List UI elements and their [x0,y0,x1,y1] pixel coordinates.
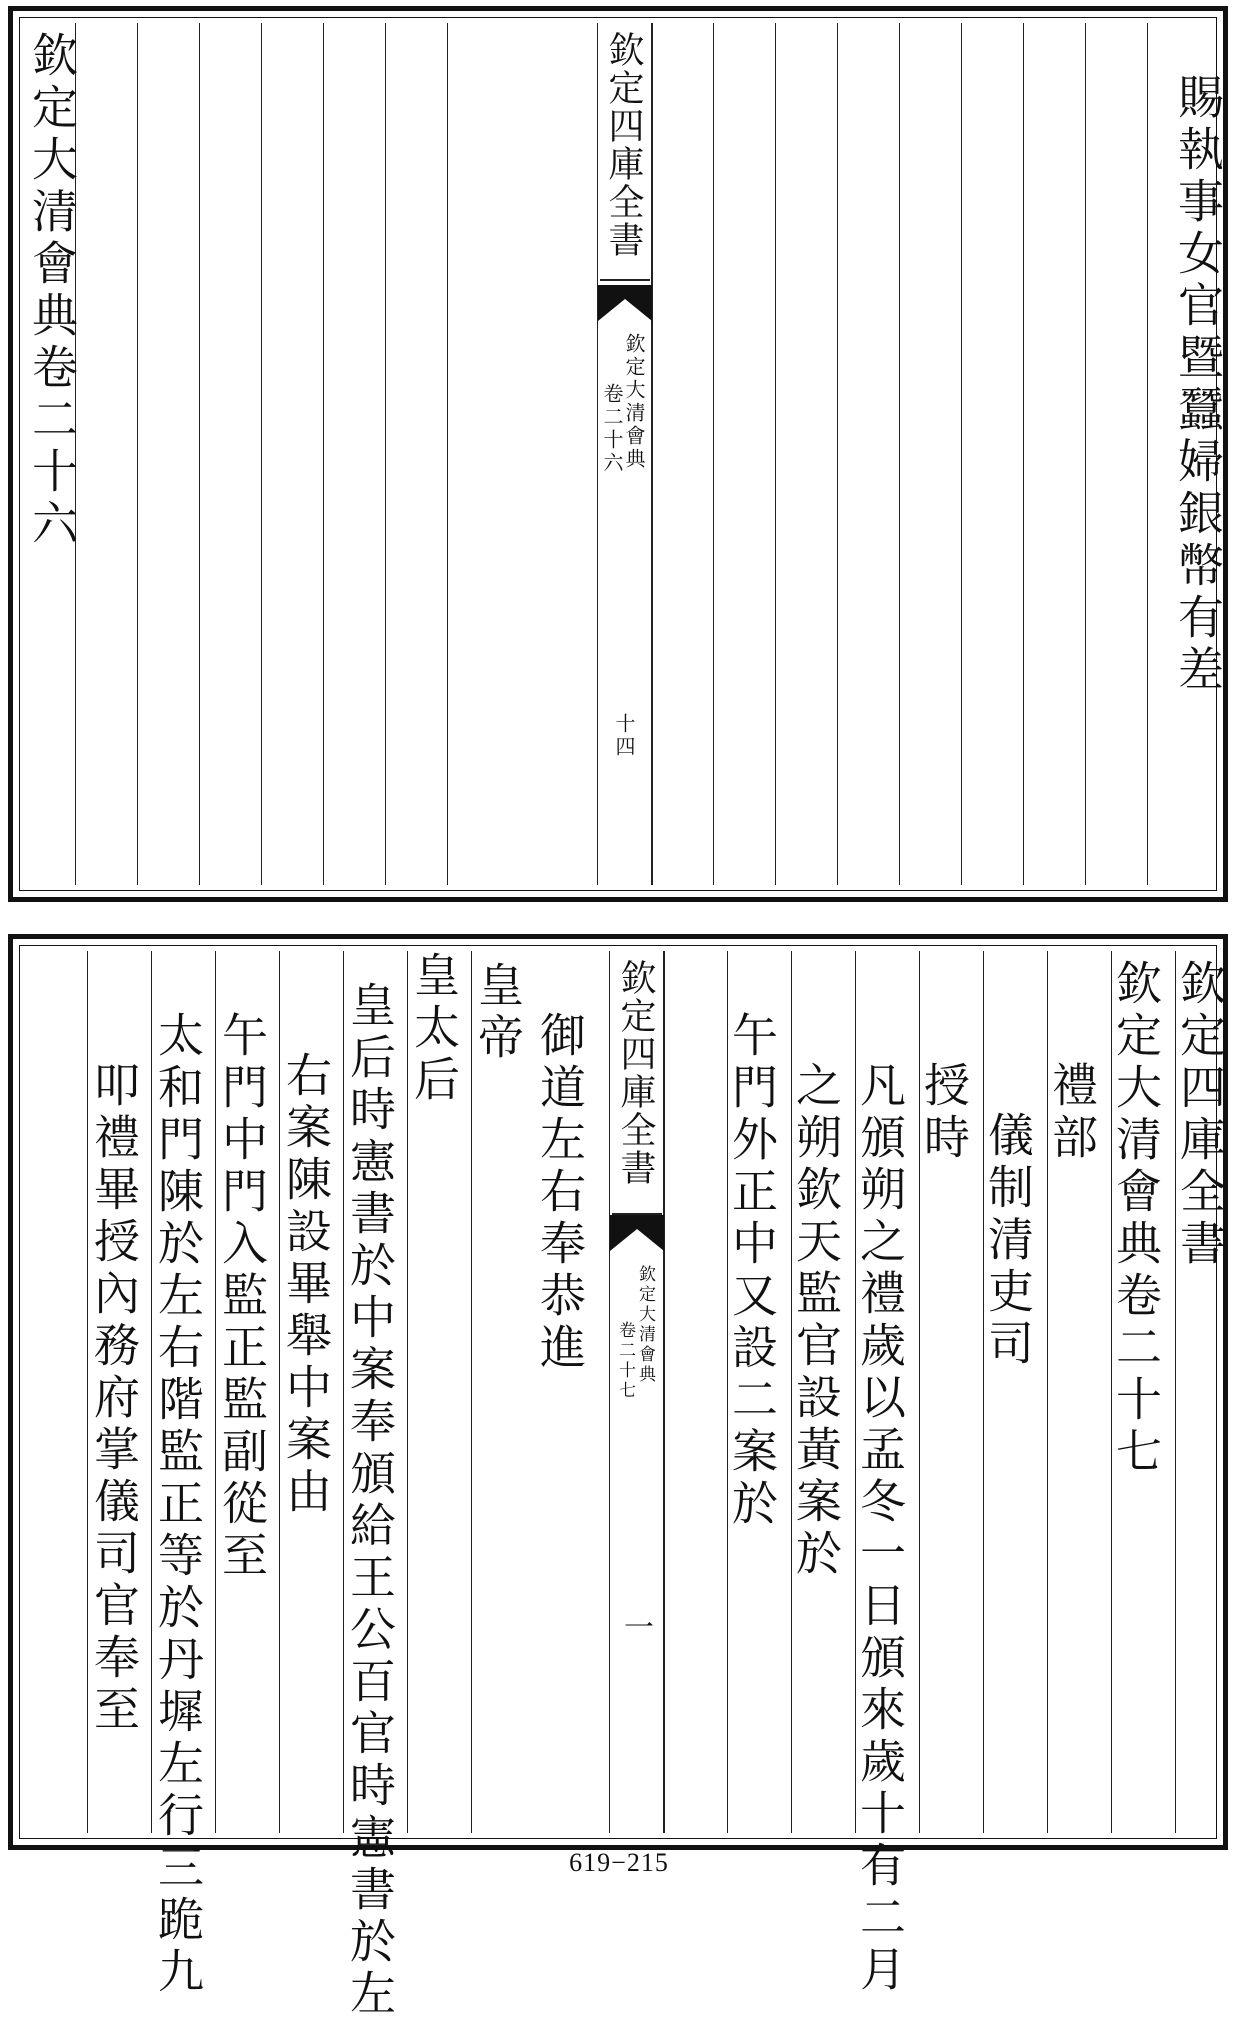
text-column: 皇太后 [407,951,461,1107]
text-column: 午門外正中又設二案於 [725,1011,779,1531]
column-rule [385,23,386,885]
text-column: 欽定四庫全書 [1173,959,1227,1271]
text-column: 授時 [917,1061,971,1165]
column-rule [199,23,200,885]
column-rule [983,951,984,1833]
text-column: 御道左右奉恭進 [533,1011,587,1375]
center-leaf-number: 一 [618,1611,653,1644]
center-fold-column [609,951,665,1833]
center-volume: 卷二十七 [615,1321,635,1401]
text-column: 午門中門入監正監副從至 [215,1011,269,1583]
text-column: 皇帝 [471,961,525,1065]
column-rule [837,23,838,885]
column-rule [1147,23,1148,885]
column-rule [1023,23,1024,885]
fishtail-icon [598,285,652,321]
column-rule [447,23,448,885]
fishtail-icon [610,1215,664,1251]
center-book-title: 欽定四庫全書 [603,31,644,259]
page-top [8,6,1228,902]
center-fold-column [597,23,653,885]
text-column: 凡頒朔之禮歲以孟冬一日頒來歲十有二月 [853,1061,907,1997]
text-column: 欽定大清會典卷二十七 [1109,959,1163,1479]
column-rule [899,23,900,885]
text-column: 賜執事女官暨蠶婦銀幣有差 [1171,73,1225,697]
center-leaf-number: 十四 [612,713,636,759]
text-column: 禮部 [1045,1061,1099,1165]
column-rule [713,23,714,885]
text-column: 之朔欽天監官設黃案於 [789,1061,843,1581]
text-column: 叩禮畢授內務府掌儀司官奉至 [87,1061,141,1737]
column-rule [137,23,138,885]
column-rule [775,23,776,885]
column-rule [323,23,324,885]
column-rule [961,23,962,885]
column-rule [471,951,472,1833]
center-volume: 卷二十六 [600,383,624,475]
text-column: 皇后時憲書於中案奉頒給王公百官時憲書於左 [343,981,397,2021]
page-frame [25,23,1225,885]
volume-end-title: 欽定大清會典卷二十六 [25,31,79,551]
center-book-title: 欽定四庫全書 [615,959,656,1187]
text-column: 太和門陳於左右階監正等於丹墀左行三跪九 [151,1011,205,1999]
column-rule [1085,23,1086,885]
text-column: 右案陳設畢舉中案由 [279,1051,333,1519]
center-title-box [600,29,650,281]
center-section-title: 欽定大清會典 [635,1265,655,1385]
center-section-title: 欽定大清會典 [622,333,646,471]
page-number-footer: 619−215 [569,1848,669,1877]
center-title-box [612,957,662,1215]
column-rule [261,23,262,885]
text-column: 儀制清吏司 [981,1111,1035,1371]
